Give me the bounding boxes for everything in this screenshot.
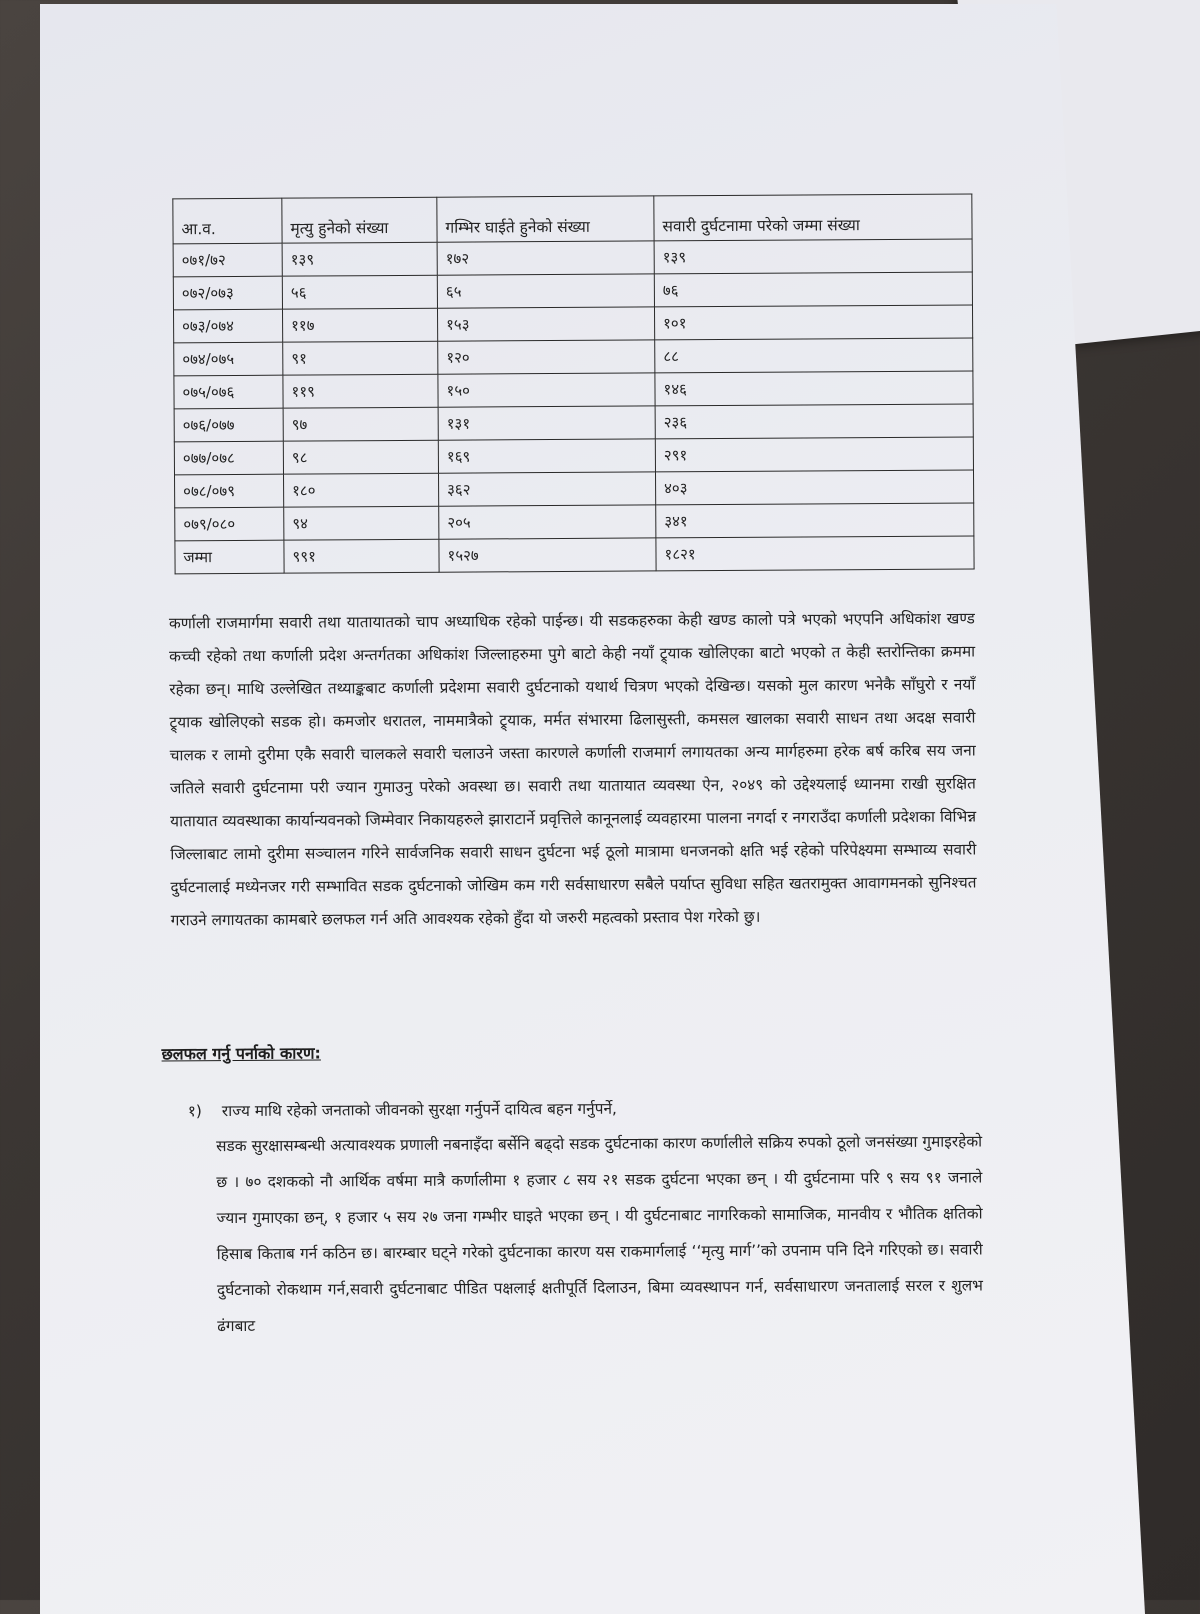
table-cell: १२० bbox=[438, 340, 655, 374]
table-header-row bbox=[173, 194, 972, 244]
table-cell: १७२ bbox=[437, 241, 654, 275]
list-item-number: १) bbox=[187, 1102, 202, 1121]
table-cell: ११९ bbox=[283, 374, 438, 408]
table-cell: ९१ bbox=[283, 341, 438, 375]
body-paragraph: कर्णाली राजमार्गमा सवारी तथा यातायातको चाप अध्याधिक रहेको पाईन्छ। यी सडकहरुका केही खण्ड कालो पत्रे भएको भएपनि अधिकांश खण्ड कच्ची रहेको तथा कर्णाली प्रदेश अन्तर्गतका अधिकांश जिल्लाहरुमा पुगे बाटो केही नयाँ ट्र्याक खोलिएका बाटो भएको त केही स्तरोन्तिका क्रममा रहेका छन्। माथि उल्लेखित तथ्याङ्कबाट कर्णाली प्रदेशमा सवारी दुर्घटनाको यथार्थ चित्रण भएको देखिन्छ। यसको मुल कारण भनेकै साँघुरो र नयाँ ट्र्याक खोलिएको सडक हो। कमजोर धरातल, नाममात्रैको ट्र्याक, मर्मत संभारमा ढिलासुस्ती, कमसल खालका सवारी साधन तथा अदक्ष सवारी चालक र लामो दुरीमा एकै सवारी चालकले सवारी चलाउने जस्ता कारणले कर्णाली राजमार्ग लगायतका अन्य मार्गहरुमा हरेक बर्ष करिब सय जना जतिले सवारी दुर्घटनामा परी ज्यान गुमाउनु परेको अवस्था छ। सवारी तथा यातायात व्यवस्था ऐन, २०४९ को उद्देश्यलाई ध्यानमा राखी सुरक्षित यातायात व्यवस्थाका कार्यान्यवनको जिम्मेवार निकायहरुले झाराटार्ने प्रवृत्तिले कानूनलाई व्यवहारमा पालना नगर्दा र नगराउँदा कर्णाली प्रदेशका विभिन्न जिल्लाबाट लामो दुरीमा सञ्चालन गरिने सार्वजनिक सवारी साधन दुर्घटना भई ठूलो मात्रामा धनजनको क्षति भई रहेको परिपेक्ष्यमा सम्भाव्य सवारी दुर्घटनालाई मध्येनजर गरी सम्भावित सडक दुर्घटनाको जोखिम कम गरी सर्वसाधारण सबैले पर्याप्त सुविधा सहित खतरामुक्त आवागमनको सुनिश्चत गराउने लगायतका कामबारे छलफल गर्न अति आवश्यक रहेको हुँदा यो जरुरी महत्वको प्रस्ताव पेश गरेको छु। bbox=[168, 609, 977, 930]
table-cell: ४०३ bbox=[655, 470, 973, 505]
table-cell: २९१ bbox=[655, 437, 973, 472]
table-cell: २३६ bbox=[655, 404, 973, 439]
table-cell: ०७२/०७३ bbox=[173, 276, 282, 310]
table-cell: १३९ bbox=[654, 239, 972, 274]
header-total-accidents: सवारी दुर्घटनामा परेको जम्मा संख्या bbox=[654, 194, 972, 241]
table-cell: १३९ bbox=[282, 242, 437, 276]
table-row bbox=[173, 305, 972, 343]
table-cell: १०१ bbox=[654, 305, 972, 340]
table-cell: ३४१ bbox=[656, 503, 974, 538]
table-row bbox=[174, 338, 973, 376]
table-row bbox=[175, 536, 974, 574]
table-row bbox=[173, 272, 972, 310]
table-cell: १८० bbox=[284, 473, 439, 507]
table-cell: ०७१/७२ bbox=[173, 243, 282, 277]
table-cell: १६९ bbox=[438, 439, 655, 473]
table-row bbox=[175, 470, 974, 508]
table-cell: ०७३/०७४ bbox=[173, 309, 282, 343]
table-cell: ११७ bbox=[282, 308, 437, 342]
table-cell: ०७७/०७८ bbox=[174, 441, 283, 475]
header-fiscal-year: आ.व. bbox=[173, 198, 282, 244]
table-row bbox=[173, 239, 972, 277]
table-cell: ९९१ bbox=[284, 539, 439, 573]
table-cell: ०७५/०७६ bbox=[174, 375, 283, 409]
header-deaths: मृत्यु हुनेको संख्या bbox=[282, 197, 437, 243]
table-row bbox=[174, 404, 973, 442]
table-cell: जम्मा bbox=[175, 540, 284, 574]
table-cell: १३१ bbox=[438, 406, 655, 440]
table-cell: ०७६/०७७ bbox=[174, 408, 283, 442]
table-cell: १८२१ bbox=[656, 536, 974, 571]
table-cell: १५३ bbox=[437, 307, 654, 341]
table-cell: २०५ bbox=[439, 505, 656, 539]
list-item-title: राज्य माथि रहेको जनताको जीवनको सुरक्षा गर्नुपर्ने दायित्व बहन गर्नुपर्ने, bbox=[221, 1099, 617, 1121]
list-item bbox=[187, 1089, 984, 1336]
header-serious-injuries: गम्भिर घाईते हुनेको संख्या bbox=[437, 196, 654, 242]
table-cell: ०७९/०८० bbox=[175, 507, 284, 541]
table-cell: ०७४/०७५ bbox=[174, 342, 283, 376]
table-cell: ९७ bbox=[283, 407, 438, 441]
table-cell: ३६२ bbox=[439, 472, 656, 506]
table-cell: ९४ bbox=[284, 506, 439, 540]
table-cell: ०७८/०७९ bbox=[175, 474, 284, 508]
table-cell: १५२७ bbox=[439, 538, 656, 572]
table-row bbox=[174, 371, 973, 409]
section-heading: छलफल गर्नु पर्नाको कारण: bbox=[161, 1043, 321, 1064]
table-row bbox=[175, 503, 974, 541]
table-cell: १५० bbox=[438, 373, 655, 407]
table-cell: ५६ bbox=[282, 275, 437, 309]
table-cell: ९८ bbox=[283, 440, 438, 474]
list-item-body: सडक सुरक्षासम्बन्धी अत्यावश्यक प्रणाली नबनाइँदा बर्सेनि बढ्दो सडक दुर्घटनाका कारण कर्णालीले सक्रिय रुपको ठूलो जनसंख्या गुमाइरहेको छ । ७० दशकको नौ आर्थिक वर्षमा मात्रै कर्णालीमा १ हजार ८ सय २१ सडक दुर्घटना भएका छन् । यी दुर्घटनामा परि ९ सय ९१ जनाले ज्यान गुमाएका छन्, १ हजार ५ सय २७ जना गम्भीर घाइते भएका छन् । यी दुर्घटनाबाट नागरिकको सामाजिक, मानवीय र भौतिक क्षतिको हिसाब किताब गर्न कठिन छ। बारम्बार घट्ने गरेको दुर्घटनाका कारण यस राकमार्गलाई ‘‘मृत्यु मार्ग’’को उपनाम पनि दिने गरिएको छ। सवारी दुर्घटनाको रोकथाम गर्न,सवारी दुर्घटनाबाट पीडित पक्षलाई क्षतीपूर्ति दिलाउन, बिमा व्यवस्थापन गर्न, सर्वसाधारण जनतालाई सरल र शुलभ ढंगबाट bbox=[216, 1132, 984, 1336]
table-cell: ८८ bbox=[655, 338, 973, 373]
table-cell: ७६ bbox=[654, 272, 972, 307]
accident-statistics-table bbox=[172, 193, 974, 574]
table-cell: १४६ bbox=[655, 371, 973, 406]
table-body bbox=[173, 239, 974, 574]
table-row bbox=[174, 437, 973, 475]
table-cell: ६५ bbox=[437, 274, 654, 308]
